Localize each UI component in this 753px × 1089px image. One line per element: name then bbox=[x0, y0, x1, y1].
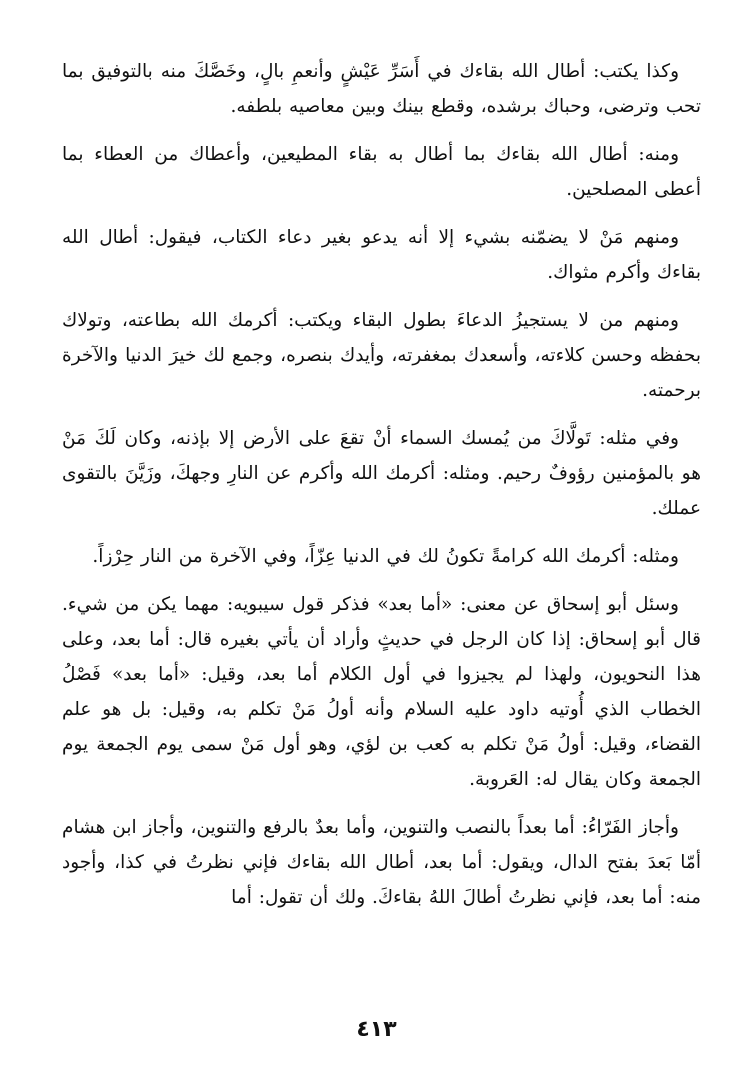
paragraph-4: ومنهم من لا يستجيزُ الدعاءَ بطول البقاء ويكتب: أكرمك الله بطاعته، وتولاك بحفظه وحسن كلاءته، وأسعدك بمغفرته، وأيدك بنصره، وجمع لك خيرَ الدنيا والآخرة برحمته. bbox=[62, 310, 701, 401]
paragraph-6: ومثله: أكرمك الله كرامةً تكونُ لك في الدنيا عِزّاً، وفي الآخرة من النار حِرْزاً. bbox=[92, 546, 679, 567]
paragraph-8: وأجاز الفَرّاءُ: أما بعداً بالنصب والتنوين، وأما بعدٌ بالرفع والتنوين، وأجاز ابن هشام أمّا بَعدَ بفتح الدال، ويقول: أما بعد، أطال الله بقاءك فإني نظرتُ في كذا، وأجود منه: أما بعد، فإني نظرتُ أطالَ اللهُ بقاءكَ. ولك أن تقول: أما bbox=[62, 817, 701, 908]
page-body bbox=[62, 54, 701, 928]
paragraph-1: وكذا يكتب: أطال الله بقاءك في أَسَرِّ عَيْشٍ وأنعمِ بالٍ، وخَصَّكَ منه بالتوفيق بما تحب وترضى، وحباك برشده، وقطع بينك وبين معاصيه بلطفه. bbox=[62, 61, 701, 117]
paragraph-5: وفي مثله: تَولَّاكَ من يُمسك السماء أنْ تقعَ على الأرض إلا بإذنه، وكان لَكَ مَنْ هو بالمؤمنين رؤوفٌ رحيم. ومثله: أكرمك الله وأكرم عن النارِ وجهكَ، وزَيَّنَ بالتقوى عملك. bbox=[62, 428, 701, 519]
paragraph-2: ومنه: أطال الله بقاءك بما أطال به بقاء المطيعين، وأعطاك من العطاء بما أعطى المصلحين. bbox=[62, 144, 701, 200]
paragraph-7: وسئل أبو إسحاق عن معنى: «أما بعد» فذكر قول سيبويه: مهما يكن من شيء. قال أبو إسحاق: إذا كان الرجل في حديثٍ وأراد أن يأتي بغيره قال: أما بعد، وعلى هذا النحويون، ولهذا لم يجيزوا في أول الكلام أما بعد، وقيل: «أما بعد» فَصْلُ الخطاب الذي أُوتيه داود عليه السلام وأنه أولُ مَنْ تكلم به، وقيل: بل هو علم القضاء، وقيل: أولُ مَنْ تكلم به كعب بن لؤي، وهو أول مَنْ سمى يوم الجمعة يوم الجمعة وكان يقال له: العَروبة. bbox=[62, 594, 701, 790]
page-number: ٤١٣ bbox=[356, 1017, 397, 1042]
paragraph-3: ومنهم مَنْ لا يضمّنه بشيء إلا أنه يدعو بغير دعاء الكتاب، فيقول: أطال الله بقاءك وأكرم مثواك. bbox=[62, 227, 701, 283]
